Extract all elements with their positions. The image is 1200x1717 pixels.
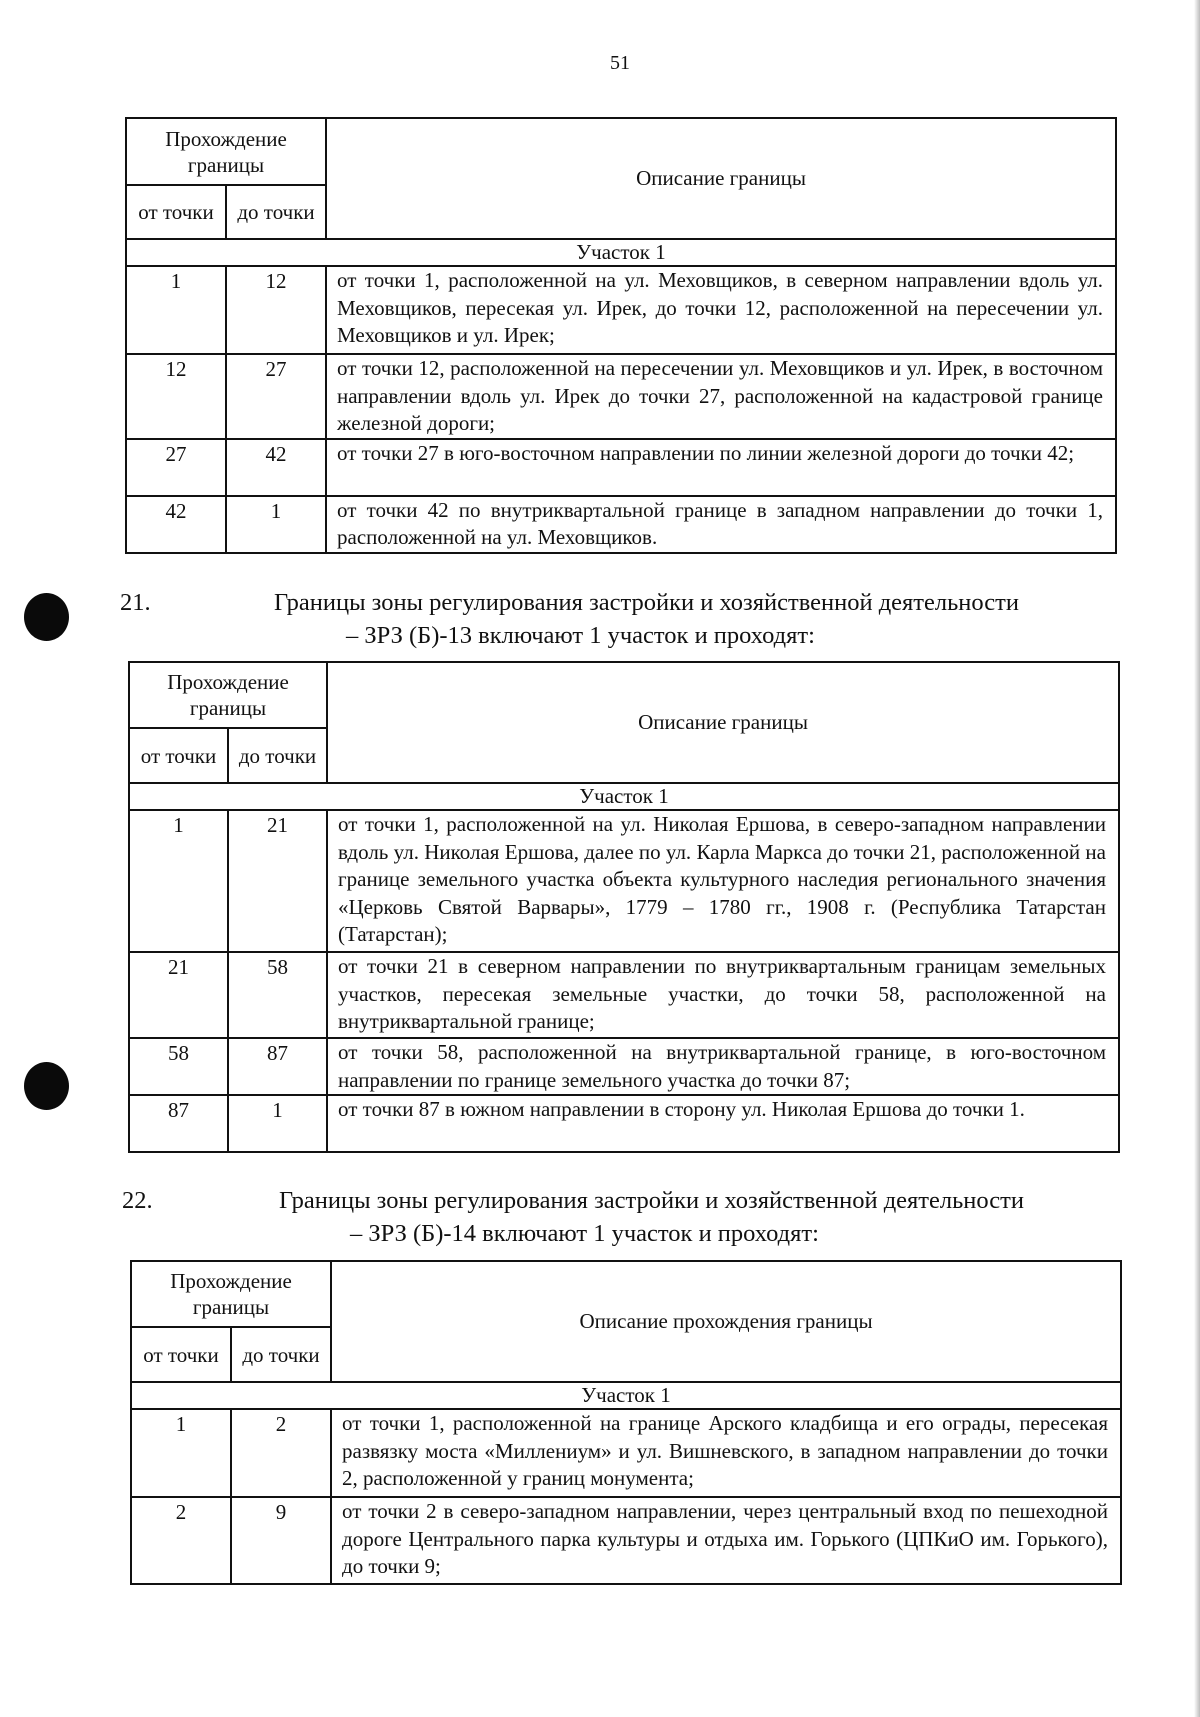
table-row xyxy=(126,439,1116,496)
table-row xyxy=(131,1409,1121,1497)
section-label: Участок 1 xyxy=(129,783,1119,810)
header-to: до точки xyxy=(228,728,327,783)
table-row xyxy=(126,266,1116,354)
page-number: 51 xyxy=(610,52,630,74)
punch-hole-bottom xyxy=(24,1062,69,1110)
row-description: от точки 1, расположенной на границе Арского кладбища и его ограды, пересекая развязку моста «Миллениум» и ул. Вишневского, в западном направлении до точки 2, расположенной у границ монумента; xyxy=(331,1409,1121,1497)
row-from: 1 xyxy=(129,810,228,952)
row-to: 58 xyxy=(228,952,327,1038)
header-description: Описание границы xyxy=(326,118,1116,239)
punch-hole-top xyxy=(24,593,69,641)
row-from: 1 xyxy=(131,1409,231,1497)
row-from: 1 xyxy=(126,266,226,354)
row-to: 2 xyxy=(231,1409,331,1497)
row-from: 87 xyxy=(129,1095,228,1152)
row-description: от точки 42 по внутриквартальной границе в западном направлении до точки 1, расположенной на ул. Меховщиков. xyxy=(326,496,1116,553)
header-passage: Прохождение границы xyxy=(126,118,326,185)
row-from: 42 xyxy=(126,496,226,553)
boundary-table-top xyxy=(125,117,1117,554)
row-from: 12 xyxy=(126,354,226,439)
row-description: от точки 2 в северо-западном направлении, через центральный вход по пешеходной дороге Центрального парка культуры и отдыха им. Горького (ЦПКиО им. Горького), до точки 9; xyxy=(331,1497,1121,1584)
header-passage: Прохождение границы xyxy=(131,1261,331,1327)
header-description: Описание границы xyxy=(327,662,1119,783)
page-edge-shadow xyxy=(1194,0,1200,1717)
header-from: от точки xyxy=(129,728,228,783)
row-from: 27 xyxy=(126,439,226,496)
heading-line-1: Границы зоны регулирования застройки и хозяйственной деятельности xyxy=(279,1187,1024,1214)
boundary-table-21 xyxy=(128,661,1120,1153)
heading-line-2: – ЗРЗ (Б)-14 включают 1 участок и проходят: xyxy=(350,1220,819,1247)
row-description: от точки 12, расположенной на пересечении ул. Меховщиков и ул. Ирек, в восточном направлении вдоль ул. Ирек до точки 27, расположенной на кадастровой границе железной дороги; xyxy=(326,354,1116,439)
header-description: Описание прохождения границы xyxy=(331,1261,1121,1382)
section-label: Участок 1 xyxy=(131,1382,1121,1409)
header-from: от точки xyxy=(126,185,226,239)
table-row xyxy=(126,496,1116,553)
table-row xyxy=(129,1095,1119,1152)
section-number: 21. xyxy=(120,589,151,616)
table-row xyxy=(129,810,1119,952)
row-to: 9 xyxy=(231,1497,331,1584)
table-row xyxy=(126,354,1116,439)
section-number: 22. xyxy=(122,1187,153,1214)
header-to: до точки xyxy=(231,1327,331,1382)
row-to: 27 xyxy=(226,354,326,439)
row-from: 58 xyxy=(129,1038,228,1095)
row-description: от точки 1, расположенной на ул. Николая Ершова, в северо-западном направлении вдоль ул. Николая Ершова, далее по ул. Карла Маркса до точки 21, расположенной на границе земельного участка объекта культурного наследия регионального значения «Церковь Святой Варвары», 1779 – 1780 гг., 1908 г. (Республика Татарстан (Татарстан); xyxy=(327,810,1119,952)
row-to: 12 xyxy=(226,266,326,354)
row-description: от точки 87 в южном направлении в сторону ул. Николая Ершова до точки 1. xyxy=(327,1095,1119,1152)
row-description: от точки 1, расположенной на ул. Меховщиков, в северном направлении вдоль ул. Меховщиков, пересекая ул. Ирек, до точки 12, расположенной на пересечении ул. Меховщиков и ул. Ирек; xyxy=(326,266,1116,354)
table-row xyxy=(129,1038,1119,1095)
row-to: 42 xyxy=(226,439,326,496)
row-from: 2 xyxy=(131,1497,231,1584)
table-row xyxy=(131,1497,1121,1584)
row-to: 21 xyxy=(228,810,327,952)
section-label: Участок 1 xyxy=(126,239,1116,266)
heading-line-1: Границы зоны регулирования застройки и хозяйственной деятельности xyxy=(274,589,1019,616)
row-from: 21 xyxy=(129,952,228,1038)
row-to: 87 xyxy=(228,1038,327,1095)
row-to: 1 xyxy=(228,1095,327,1152)
heading-line-2: – ЗРЗ (Б)-13 включают 1 участок и проходят: xyxy=(346,622,815,649)
header-passage: Прохождение границы xyxy=(129,662,327,728)
row-description: от точки 58, расположенной на внутриквартальной границе, в юго-восточном направлении по границе земельного участка до точки 87; xyxy=(327,1038,1119,1095)
table-row xyxy=(129,952,1119,1038)
row-description: от точки 27 в юго-восточном направлении по линии железной дороги до точки 42; xyxy=(326,439,1116,496)
section-21-heading xyxy=(120,586,1130,656)
boundary-table-22 xyxy=(130,1260,1122,1585)
row-to: 1 xyxy=(226,496,326,553)
header-to: до точки xyxy=(226,185,326,239)
row-description: от точки 21 в северном направлении по внутриквартальным границам земельных участков, пересекая земельные участки, до точки 58, расположенной на внутриквартальной границе; xyxy=(327,952,1119,1038)
section-22-heading xyxy=(122,1184,1132,1254)
header-from: от точки xyxy=(131,1327,231,1382)
